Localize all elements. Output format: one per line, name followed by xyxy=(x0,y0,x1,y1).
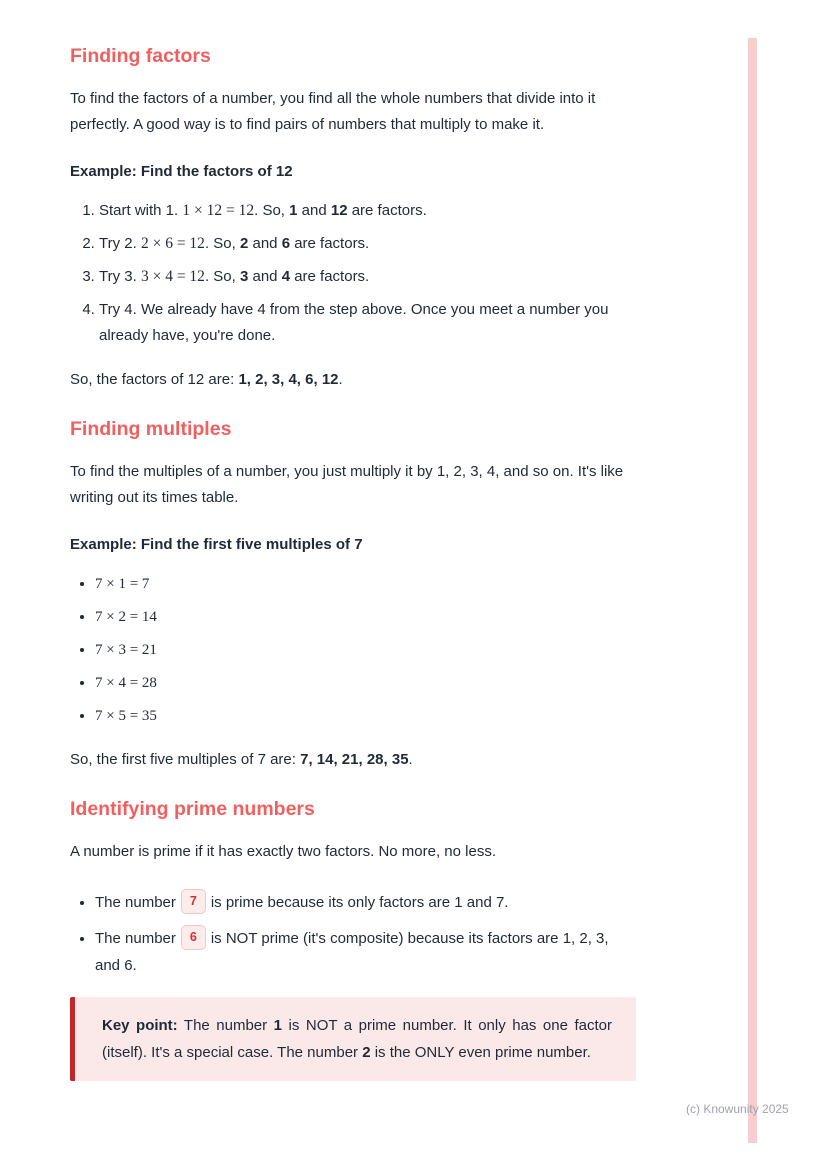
list-item xyxy=(99,264,636,290)
math-expression: 3 × 4 = 12 xyxy=(140,268,205,285)
text-segment: 4 xyxy=(281,268,291,285)
text-segment: So, the factors of 12 are: xyxy=(70,371,239,388)
text-segment: and xyxy=(297,202,331,219)
number-badge: 6 xyxy=(181,925,206,950)
list-item xyxy=(99,297,636,349)
text-segment: 12 xyxy=(330,202,348,219)
text-segment: are factors. xyxy=(290,235,370,252)
text-segment: and xyxy=(248,235,282,252)
text-segment: . xyxy=(338,371,343,388)
text-segment: So, the first five multiples of 7 are: xyxy=(70,751,301,768)
text-segment: 6 xyxy=(281,235,291,252)
text-segment: are factors. xyxy=(347,202,427,219)
text-segment: Try 4. We already have 4 from the step above. Once you meet a number you already have, you're done. xyxy=(99,301,609,344)
heading-identifying-primes: Identifying prime numbers xyxy=(70,798,315,820)
copyright-footer: (c) Knowunity 2025 xyxy=(686,1102,789,1116)
text-segment: are factors. xyxy=(290,268,370,285)
math-expression: 1 × 12 = 12 xyxy=(182,202,255,219)
text-segment: The number xyxy=(95,930,176,947)
text-segment: is the ONLY even prime number. xyxy=(370,1044,591,1061)
multiples-summary-paragraph xyxy=(70,747,636,773)
factors-example-title: Example: Find the factors of 12 xyxy=(70,163,293,180)
multiples-list xyxy=(70,571,636,729)
list-item-math: • 7 × 5 = 35 xyxy=(95,703,636,729)
factors-intro-paragraph: To find the factors of a number, you find all the whole numbers that divide into it perfectly. A good way is to find pairs of numbers that multiply to make it. xyxy=(70,90,596,133)
list-item-math: • 7 × 2 = 14 xyxy=(95,604,636,630)
text-segment: 2 xyxy=(362,1044,371,1061)
text-segment: 1 xyxy=(289,202,298,219)
text-segment: The number xyxy=(95,894,176,911)
multiples-example-title: Example: Find the first five multiples of 7 xyxy=(70,536,363,553)
list-item-math: • 7 × 1 = 7 xyxy=(95,571,636,597)
primes-intro-paragraph: A number is prime if it has exactly two factors. No more, no less. xyxy=(70,843,496,860)
key-point-text xyxy=(102,1012,612,1066)
text-segment: The number xyxy=(177,1017,274,1034)
list-item xyxy=(99,198,636,224)
text-segment: is NOT a prime number. It only has one factor (itself). It's a special case. The number xyxy=(102,1017,612,1061)
text-segment: and xyxy=(248,268,282,285)
section-identifying-primes xyxy=(70,797,636,1081)
section-finding-factors xyxy=(70,44,636,393)
text-segment: is NOT prime (it's composite) because its factors are 1, 2, 3, and 6. xyxy=(95,930,609,974)
text-segment: 1, 2, 3, 4, 6, 12 xyxy=(238,371,339,388)
text-segment: Try 2. xyxy=(99,235,141,252)
text-segment: . So, xyxy=(254,202,290,219)
list-item xyxy=(95,925,636,979)
key-point-callout xyxy=(70,997,636,1081)
math-expression: 2 × 6 = 12 xyxy=(140,235,205,252)
list-item xyxy=(95,889,636,916)
text-segment: . xyxy=(408,751,413,768)
text-segment: Key point: xyxy=(102,1017,178,1034)
list-item xyxy=(99,231,636,257)
factors-summary-paragraph xyxy=(70,367,636,393)
text-segment: Start with 1. xyxy=(99,202,183,219)
heading-finding-factors: Finding factors xyxy=(70,45,211,67)
text-segment: 3 xyxy=(239,268,249,285)
factor-steps-list xyxy=(70,198,636,349)
text-segment: is prime because its only factors are 1 and 7. xyxy=(210,894,509,911)
list-item-math: • 7 × 3 = 21 xyxy=(95,637,636,663)
document-content xyxy=(70,38,636,1081)
section-finding-multiples xyxy=(70,417,636,773)
text-segment: 7, 14, 21, 28, 35 xyxy=(300,751,409,768)
number-badge: 7 xyxy=(181,889,206,914)
text-segment: Try 3. xyxy=(99,268,141,285)
page-edge-stripe xyxy=(748,38,757,1143)
multiples-intro-paragraph: To find the multiples of a number, you just multiply it by 1, 2, 3, 4, and so on. It's like writing out its times table. xyxy=(70,463,624,506)
text-segment: 2 xyxy=(239,235,249,252)
text-segment: . So, xyxy=(204,235,240,252)
heading-finding-multiples: Finding multiples xyxy=(70,418,232,440)
text-segment: 1 xyxy=(273,1017,283,1034)
primes-list xyxy=(70,889,636,979)
text-segment: . So, xyxy=(204,268,240,285)
list-item-math: • 7 × 4 = 28 xyxy=(95,670,636,696)
